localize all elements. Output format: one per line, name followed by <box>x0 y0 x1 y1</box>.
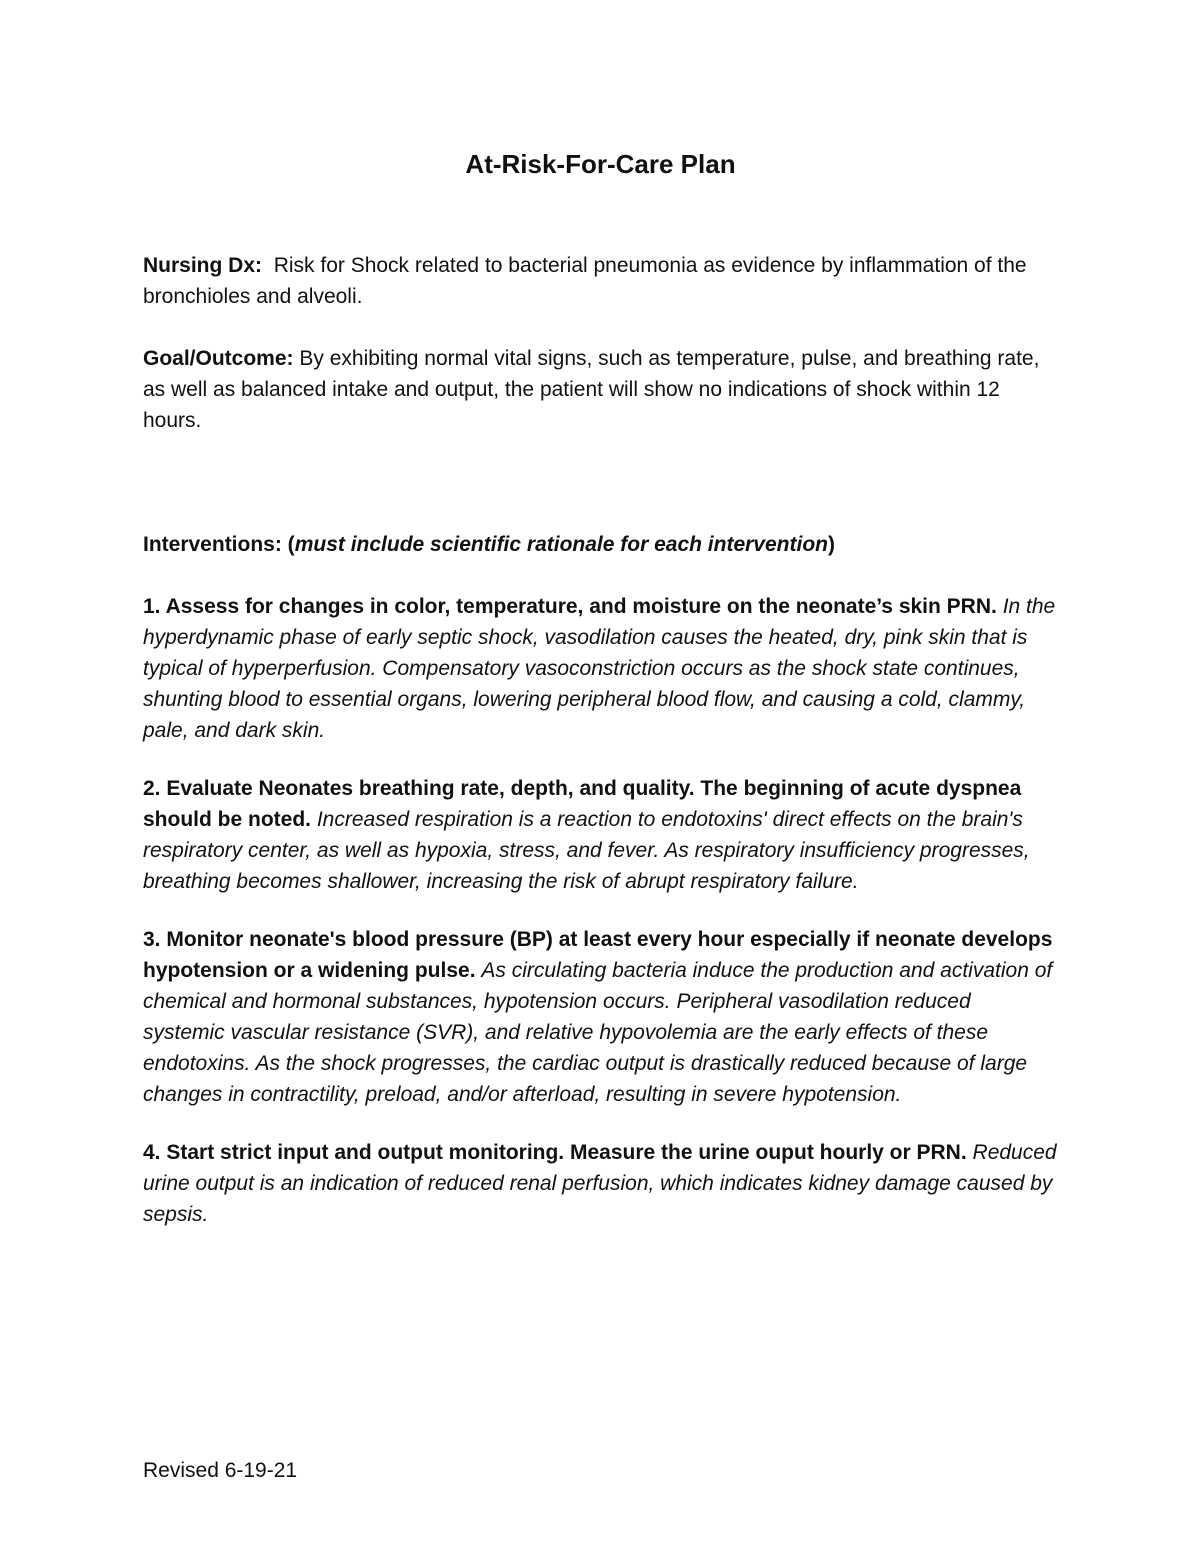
intervention-rationale: In the hyperdynamic phase of early septic shock, vasodilation causes the heated, dry, pink skin that is typical of hyperperfusion. Compensatory vasoconstriction occurs as the shock state continues, shunting blood to essential organs, lowering peripheral blood flow, and causing a cold, clammy, pale, and dark skin. <box>143 595 1056 742</box>
revision-footer: Revised 6-19-21 <box>143 1459 298 1482</box>
goal-label: Goal/Outcome: <box>143 347 294 370</box>
intervention-action: 2. Evaluate Neonates breathing rate, depth, and quality. The beginning of acute dyspnea should be noted. <box>143 777 1022 831</box>
interventions-note: must include scientific rationale for each intervention <box>294 533 828 556</box>
page-title: At-Risk-For-Care Plan <box>465 149 736 179</box>
intervention-action: 4. Start strict input and output monitoring. Measure the urine ouput hourly or PRN. <box>143 1141 967 1164</box>
intervention-action: 1. Assess for changes in color, temperature, and moisture on the neonate’s skin PRN. <box>143 595 997 618</box>
nursing-dx-text: Risk for Shock related to bacterial pneumonia as evidence by inflammation of the bronchioles and alveoli. <box>143 254 1027 308</box>
interventions-label: Interventions: ( <box>143 533 295 556</box>
intervention-rationale: Increased respiration is a reaction to endotoxins' direct effects on the brain's respiratory center, as well as hypoxia, stress, and fever. As respiratory insufficiency progresses, breathing becomes shallower, increasing the risk of abrupt respiratory failure. <box>143 808 1030 893</box>
intervention-item <box>143 773 1058 897</box>
nursing-dx-label: Nursing Dx: <box>143 254 263 277</box>
interventions-heading <box>143 529 1058 560</box>
intervention-rationale: As circulating bacteria induce the production and activation of chemical and hormonal substances, hypotension occurs. Peripheral vasodilation reduced systemic vascular resistance (SVR), and relative hypovolemia are the early effects of these endotoxins. As the shock progresses, the cardiac output is drastically reduced because of large changes in contractility, preload, and/or afterload, resulting in severe hypotension. <box>143 959 1053 1106</box>
intervention-item <box>143 1137 1058 1230</box>
nursing-dx-paragraph <box>143 250 1058 312</box>
goal-text: By exhibiting normal vital signs, such as temperature, pulse, and breathing rate, as well as balanced intake and output, the patient will show no indications of shock within 12 hours. <box>143 347 1040 432</box>
interventions-close: ) <box>827 533 835 556</box>
intervention-item <box>143 924 1058 1110</box>
document-body <box>143 148 1058 1257</box>
intervention-rationale: Reduced urine output is an indication of reduced renal perfusion, which indicates kidney damage caused by sepsis. <box>143 1141 1057 1226</box>
intervention-action: 3. Monitor neonate's blood pressure (BP) at least every hour especially if neonate develops hypotension or a widening pulse. <box>143 928 1053 982</box>
goal-paragraph <box>143 343 1058 436</box>
intervention-item <box>143 591 1058 746</box>
